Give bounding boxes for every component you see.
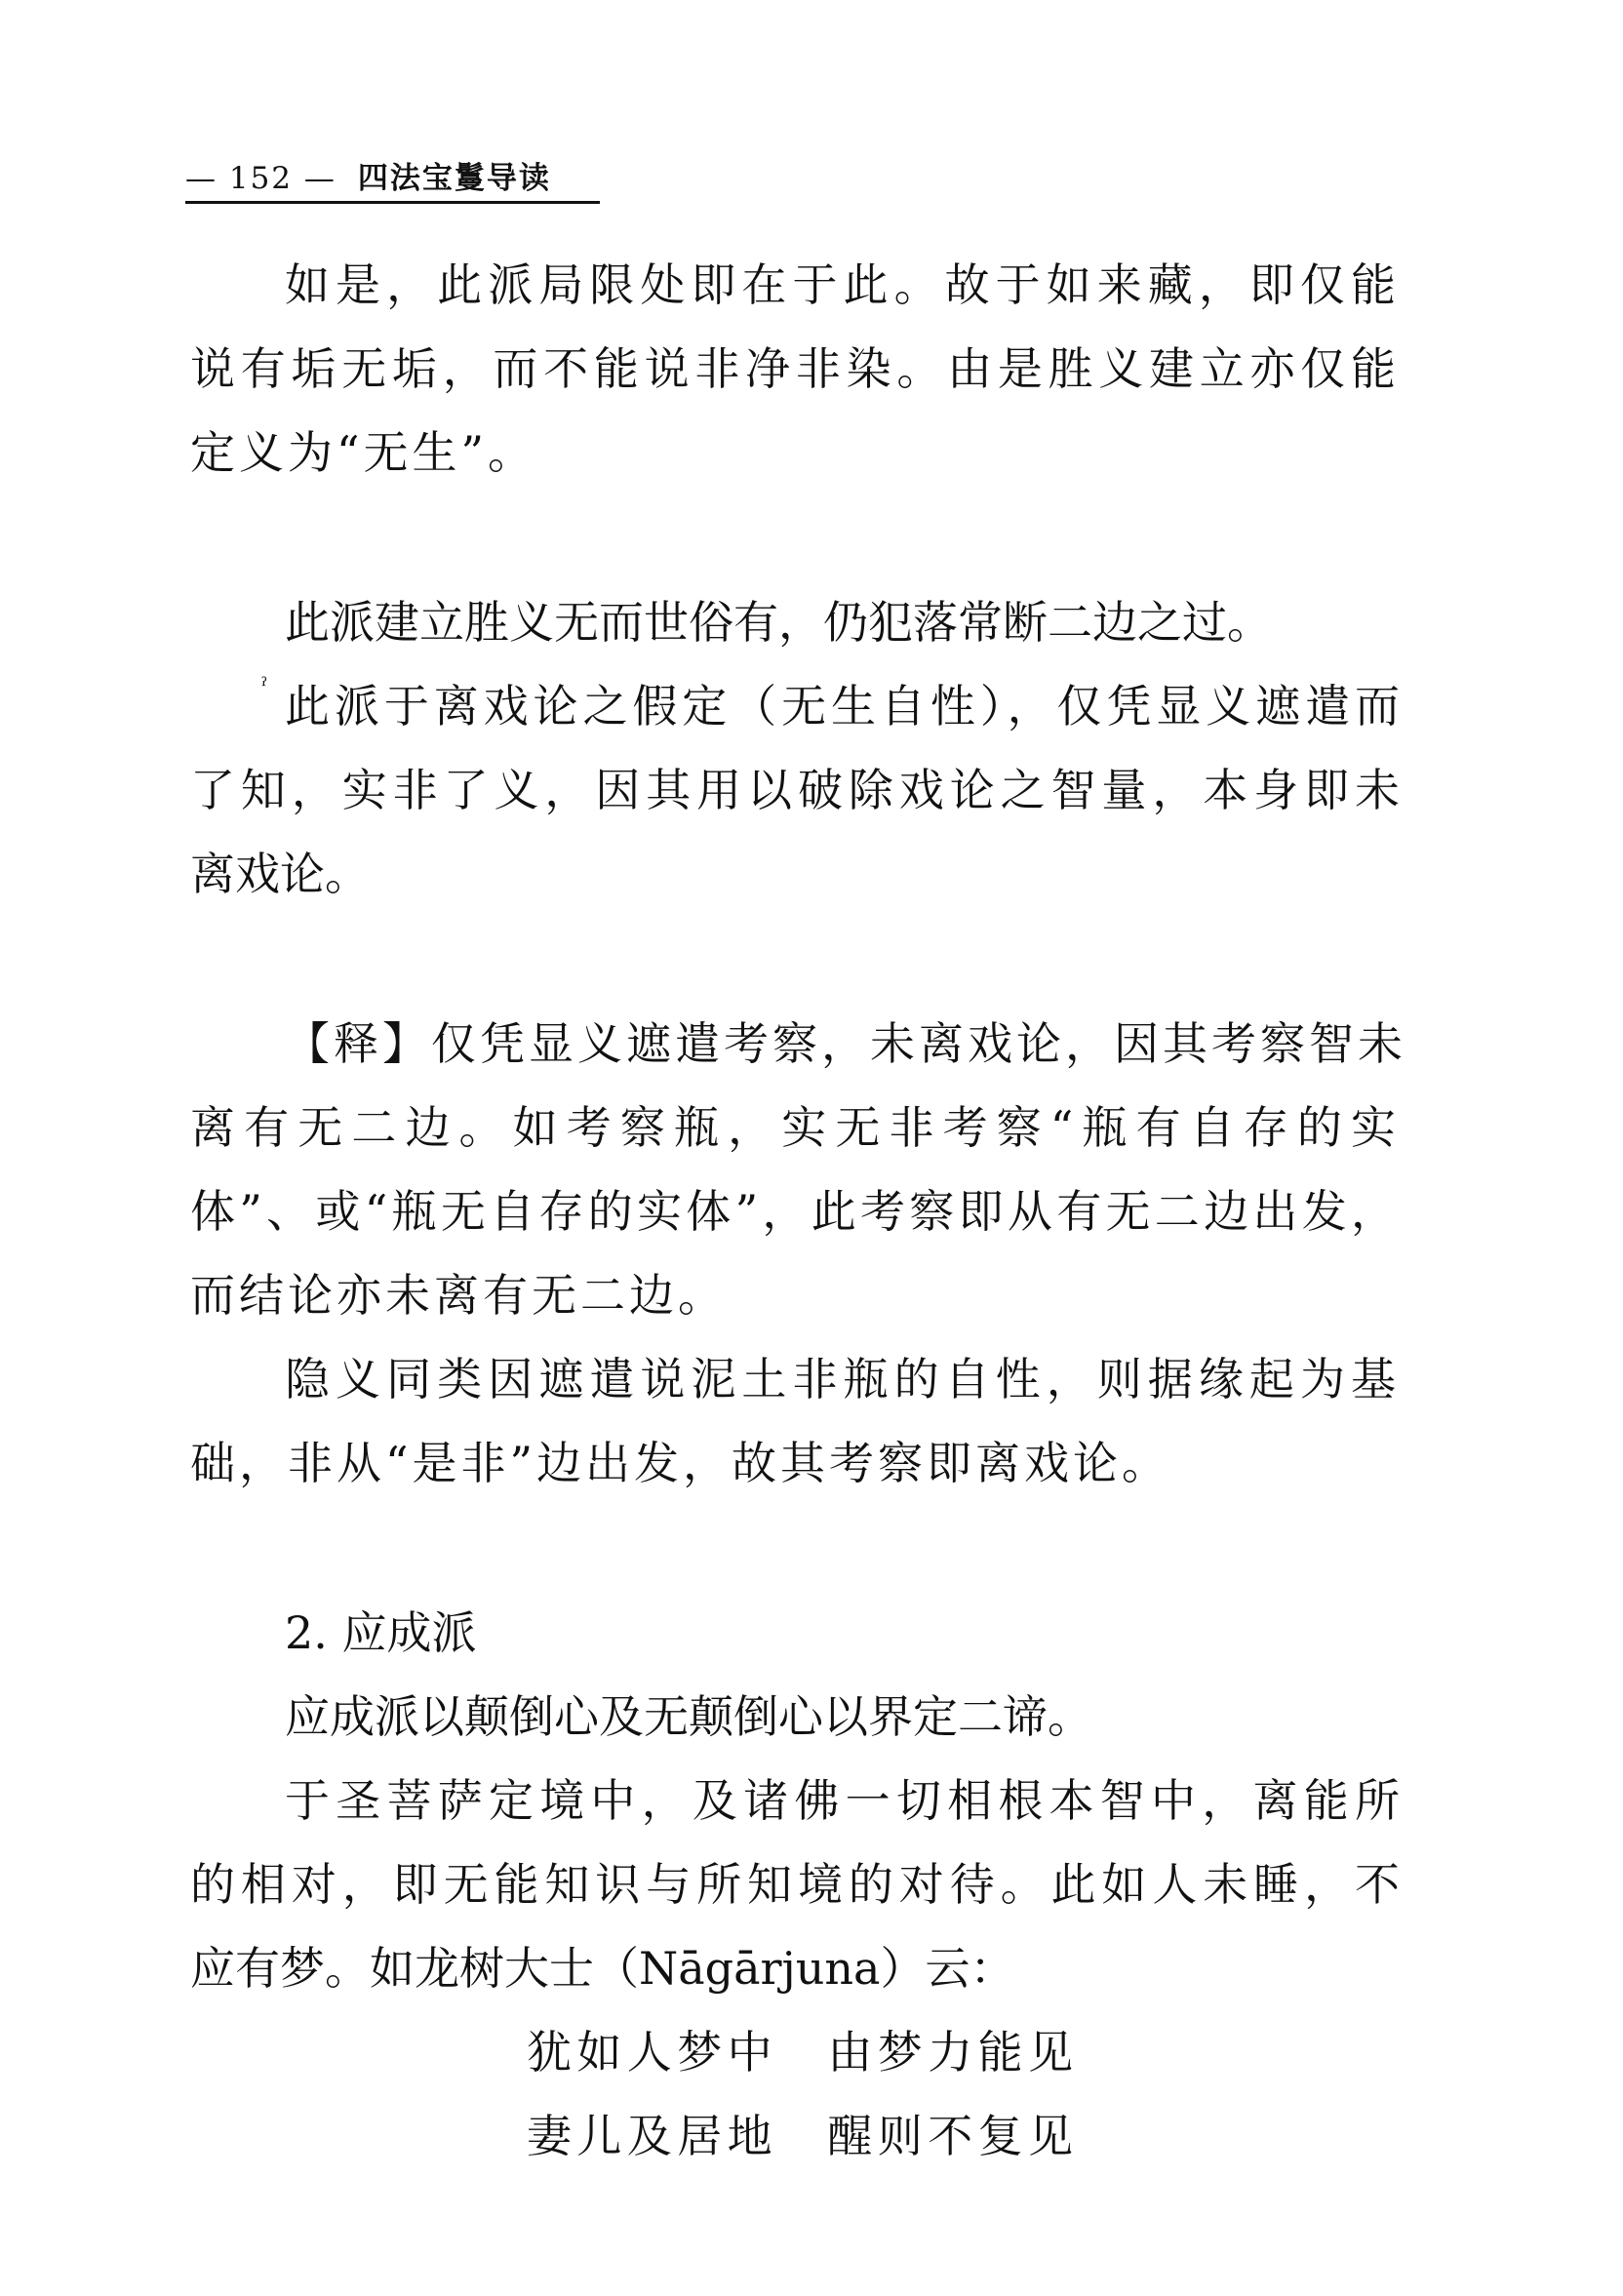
- verse-line: 妻儿及居地 醒则不复见: [527, 2110, 1073, 2162]
- book-title: 四法宝鬘导读: [357, 161, 551, 196]
- paragraph-line: 应有梦。如龙树大士（Nāgārjuna）云：: [190, 1942, 1015, 1995]
- verse-line: 犹如人梦中 由梦力能见: [527, 2026, 1073, 2078]
- margin-mark: ˀ: [261, 675, 268, 699]
- paragraph-line: 而结论亦未离有无二边。: [190, 1269, 727, 1322]
- paragraph-line: 应成派以颠倒心及无颠倒心以界定二谛。: [285, 1690, 1092, 1743]
- paragraph-line: 于圣菩萨定境中，及诸佛一切相根本智中，离能所: [285, 1774, 1400, 1827]
- paragraph-line: 此派于离戏论之假定（无生自性），仅凭显义遮遣而: [285, 680, 1400, 732]
- paragraph-line: 了知，实非了义，因其用以破除戏论之智量，本身即未: [190, 764, 1400, 816]
- running-header: [185, 156, 600, 204]
- paragraph-line: 说有垢无垢，而不能说非净非染。由是胜义建立亦仅能: [190, 342, 1400, 395]
- paragraph-line: 离戏论。: [190, 848, 370, 900]
- paragraph-line: 定义为“无生”。: [190, 426, 537, 479]
- page-number: — 152 —: [185, 161, 336, 196]
- paragraph-line: 此派建立胜义无而世俗有，仍犯落常断二边之过。: [285, 596, 1272, 649]
- paragraph-line: 隐义同类因遮遣说泥土非瓶的自性，则据缘起为基: [285, 1353, 1400, 1405]
- paragraph-line: 体”、或“瓶无自存的实体”，此考察即从有无二边出发，: [190, 1185, 1400, 1238]
- paragraph-line: 础，非从“是非”边出发，故其考察即离戏论。: [190, 1437, 1171, 1489]
- section-heading: 2. 应成派: [285, 1606, 477, 1659]
- paragraph-line: 离有无二边。如考察瓶，实无非考察“瓶有自存的实: [190, 1101, 1400, 1154]
- paragraph-line: 【释】仅凭显义遮遣考察，未离戏论，因其考察智未: [285, 1017, 1406, 1070]
- paragraph-line: 如是，此派局限处即在于此。故于如来藏，即仅能: [285, 258, 1400, 311]
- paragraph-line: 的相对，即无能知识与所知境的对待。此如人未睡，不: [190, 1858, 1400, 1911]
